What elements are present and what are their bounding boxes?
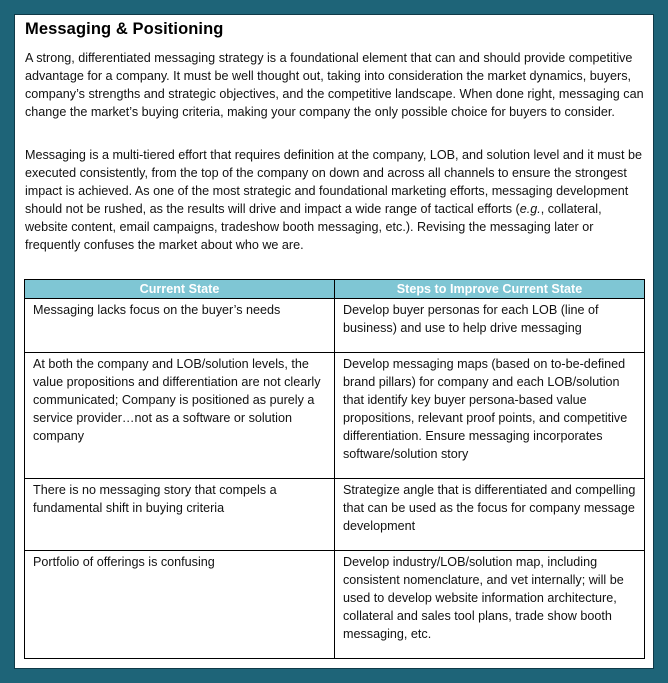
improvement-step-cell: Develop industry/LOB/solution map, including consistent nomenclature, and vet internally; will be used to develop website information architecture, collateral and sales tool plans, trade show booth messaging, etc. bbox=[335, 551, 645, 659]
current-state-cell: There is no messaging story that compels a fundamental shift in buying criteria bbox=[25, 479, 335, 551]
table-header-row bbox=[25, 280, 645, 299]
intro-paragraph: A strong, differentiated messaging strategy is a foundational element that can and should provide competitive advantage for a company. It must be well thought out, taking into consideration the market dynamics, buyers, company’s strengths and strategic objectives, and the competitive landscape. When done right, messaging can change the market’s buying criteria, making your company the only possible choice for buyers to consider. bbox=[25, 51, 644, 119]
current-state-cell: Portfolio of offerings is confusing bbox=[25, 551, 335, 659]
header-steps-to-improve: Steps to Improve Current State bbox=[335, 280, 645, 299]
paragraph-text-start: Messaging is a multi-tiered effort that requires definition at the company, LOB, and solution level and it must be executed consistently, from the top of the company on down and across all channels to ensure the strongest impact is achieved. As one of the most strategic and foundational marketing efforts, messaging development should not be rushed, as the results will drive and impact a wide range of tactical efforts ( bbox=[25, 148, 642, 216]
document-page bbox=[14, 14, 654, 669]
second-paragraph bbox=[25, 146, 645, 254]
table-row bbox=[25, 353, 645, 479]
current-state-cell: At both the company and LOB/solution levels, the value propositions and differentiation are not clearly communicated; Company is positioned as purely a service provider…not as a software or solution company bbox=[25, 353, 335, 479]
table-row bbox=[25, 299, 645, 353]
improvement-step-cell: Strategize angle that is differentiated and compelling that can be used as the focus for company message development bbox=[335, 479, 645, 551]
page-title: Messaging & Positioning bbox=[25, 20, 224, 38]
paragraph-italic-eg: e.g. bbox=[519, 202, 541, 216]
improvement-step-cell: Develop messaging maps (based on to-be-defined brand pillars) for company and each LOB/solution that identify key buyer persona-based value propositions, relevant proof points, and competitive differentiation. Ensure messaging incorporates software/solution story bbox=[335, 353, 645, 479]
comparison-table bbox=[24, 279, 645, 659]
improvement-step-cell: Develop buyer personas for each LOB (line of business) and use to help drive messaging bbox=[335, 299, 645, 353]
current-state-cell: Messaging lacks focus on the buyer’s needs bbox=[25, 299, 335, 353]
table-row bbox=[25, 479, 645, 551]
header-current-state: Current State bbox=[25, 280, 335, 299]
paragraph-text-end: , collateral, website content, email campaigns, tradeshow booth messaging, etc.). Revising the messaging later or frequently confuses the market about who we are. bbox=[25, 202, 602, 252]
table-row bbox=[25, 551, 645, 659]
